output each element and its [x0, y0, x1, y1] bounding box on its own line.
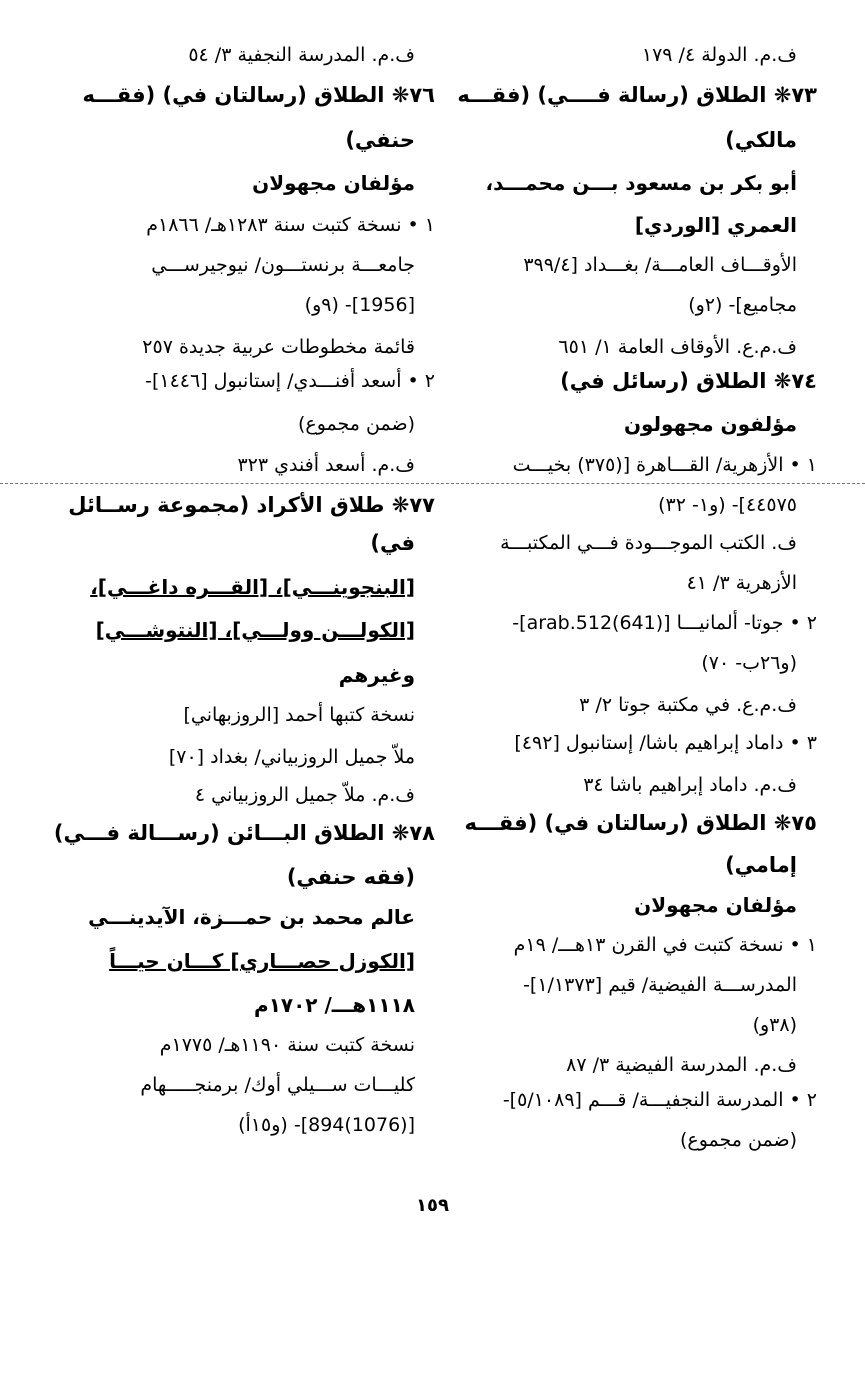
- right-column-line: الأزهرية ٣/ ٤١: [686, 572, 797, 594]
- left-column-line: [الكوزل حصـــاري] كـــان حيـــاً: [109, 949, 415, 973]
- left-column-line: ٢ • أسعد أفنـــدي/ إستانبول [١٤٤٦]-: [145, 370, 435, 392]
- left-column-line: كليـــات ســـيلي أوك/ برمنجـــــهام: [140, 1074, 415, 1096]
- right-column-line: ف.م.ع. الأوقاف العامة ١/ ٦٥١: [558, 336, 797, 358]
- right-column-line: (ضمن مجموع): [679, 1129, 797, 1151]
- left-column-line: نسخة كتبها أحمد [الروزبهاني]: [183, 704, 415, 726]
- right-column-line: ١ • نسخة كتبت في القرن ١٣هـــ/ ١٩م: [513, 934, 817, 956]
- left-column-line: ف.م. المدرسة النجفية ٣/ ٥٤: [188, 44, 415, 66]
- page-number: ١٥٩: [416, 1195, 449, 1216]
- right-column-line: ٧٤❋ الطلاق (رسائل في): [560, 369, 817, 393]
- left-column-line: ١١١٨هـــ/ ١٧٠٢م: [254, 993, 415, 1017]
- left-column-line: [البنجوينـــي]، [القـــره داغـــي]،: [90, 575, 415, 599]
- scan-fold-line: [0, 483, 865, 484]
- left-column-line: عالم محمد بن حمـــزة، الآيدينـــي: [88, 905, 415, 929]
- left-column-line: حنفي): [345, 128, 415, 152]
- left-column-line: ٧٨❋ الطلاق البـــائن (رســـالة فـــي): [53, 821, 435, 845]
- left-column-line: ملاّ جميل الروزبياني/ بغداد [٧٠]: [168, 746, 415, 768]
- right-column-line: إمامي): [725, 853, 797, 877]
- left-column-line: (ضمن مجموع): [297, 413, 415, 435]
- right-column-line: ١ • الأزهرية/ القـــاهرة [(٣٧٥) بخيـــت: [512, 454, 817, 476]
- left-column-line: ١ • نسخة كتبت سنة ١٢٨٣هـ/ ١٨٦٦م: [146, 214, 435, 236]
- left-column-line: [1956]- (٩و): [304, 294, 415, 316]
- right-column-line: (٣٨و): [752, 1014, 797, 1036]
- right-column-line: مؤلفان مجهولان: [634, 893, 797, 917]
- left-column: [53, 0, 435, 1180]
- left-column-line: ف.م. أسعد أفندي ٣٢٣: [237, 454, 415, 476]
- right-column-line: ٣ • داماد إبراهيم باشا/ إستانبول [٤٩٢]: [514, 732, 817, 754]
- right-column-line: مالكي): [725, 128, 797, 152]
- left-column-line: نسخة كتبت سنة ١١٩٠هـ/ ١٧٧٥م: [159, 1034, 415, 1056]
- right-column-line: أبو بكر بن مسعود بـــن محمـــد،: [485, 171, 797, 195]
- right-column-line: المدرســـة الفيضية/ قيم [١/١٣٧٣]-: [523, 974, 797, 996]
- left-column-line: قائمة مخطوطات عربية جديدة ٢٥٧: [142, 336, 415, 358]
- left-column-line: مؤلفان مجهولان: [252, 171, 415, 195]
- right-column-line: مؤلفون مجهولون: [623, 412, 797, 436]
- right-column-line: ف. الكتب الموجـــودة فـــي المكتبـــة: [500, 532, 797, 554]
- left-column-line: ٧٦❋ الطلاق (رسالتان في) (فقـــه: [82, 83, 435, 107]
- left-column-line: جامعـــة برنستـــون/ نيوجيرســـي: [151, 254, 415, 276]
- right-column-line: ف.م. المدرسة الفيضية ٣/ ٨٧: [566, 1054, 797, 1076]
- right-column-line: الأوقـــاف العامـــة/ بغـــداد [٣٩٩/٤: [523, 254, 797, 276]
- right-column-line: ٢ • المدرسة النجفيـــة/ قـــم [٥/١٠٨٩]-: [502, 1089, 817, 1111]
- right-column: [457, 0, 817, 1180]
- right-column-line: ٢ • جوتا- ألمانيـــا [(641)arab.512]-: [512, 612, 817, 634]
- right-column-line: العمري [الوردي]: [634, 213, 797, 237]
- right-column-line: ف.م. الدولة ٤/ ١٧٩: [641, 44, 797, 66]
- right-column-line: ٧٥❋ الطلاق (رسالتان في) (فقـــه: [464, 811, 817, 835]
- left-column-line: وغيرهم: [338, 663, 415, 687]
- right-column-line: ٤٤٥٧٥]- (و١- ٣٢): [658, 494, 797, 516]
- left-column-line: ف.م. ملاّ جميل الروزبياني ٤: [194, 784, 415, 806]
- right-column-line: ٧٣❋ الطلاق (رسالة فــــي) (فقـــه: [457, 83, 817, 107]
- right-column-line: ف.م.ع. في مكتبة جوتا ٢/ ٣: [579, 694, 797, 716]
- left-column-line: في): [370, 531, 415, 555]
- right-column-line: (و٢٦ب- ٧٠): [701, 652, 797, 674]
- left-column-line: ٧٧❋ طلاق الأكراد (مجموعة رســائل: [68, 493, 435, 517]
- left-column-line: [الكولـــن وولـــي]، [النتوشـــي]: [95, 618, 415, 642]
- right-column-line: ف.م. داماد إبراهيم باشا ٣٤: [583, 774, 797, 796]
- right-column-line: مجاميع]- (٢و): [688, 294, 797, 316]
- left-column-line: (فقه حنفي): [286, 865, 415, 889]
- left-column-line: [(1076)894]- (و١٥أ): [238, 1114, 415, 1136]
